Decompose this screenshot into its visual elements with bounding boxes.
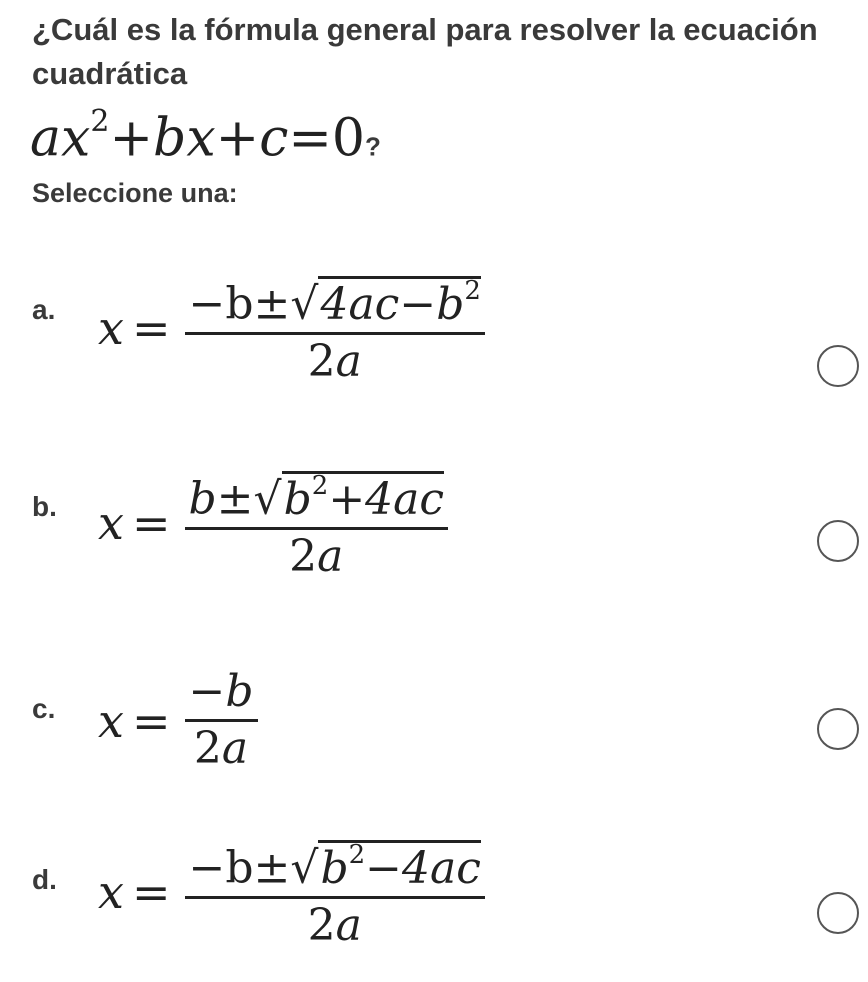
formula: [98, 665, 258, 776]
eq-x2: x: [186, 108, 216, 169]
option-letter: b.: [32, 491, 57, 522]
numerator: $-b\pm√b^2-4ac$: [185, 832, 485, 899]
option-letter: a.: [32, 294, 56, 325]
fraction: [185, 268, 485, 389]
radio-button[interactable]: [817, 708, 859, 750]
fraction: [185, 665, 258, 776]
answer-option-d[interactable]: [0, 832, 868, 982]
eq-equals: =: [288, 108, 332, 169]
eq-x: x: [61, 108, 91, 169]
denominator: 2a: [307, 899, 362, 951]
formula: [98, 463, 448, 584]
numerator: $b\pm√b^2+4ac$: [185, 463, 449, 530]
eq-plus: +: [109, 108, 154, 169]
formula: [98, 832, 485, 953]
eq-exponent: 2: [90, 104, 110, 139]
answer-option-b[interactable]: [0, 463, 868, 613]
formula-lhs: x =: [98, 301, 171, 356]
formula-lhs: x =: [98, 865, 171, 920]
answer-option-c[interactable]: [0, 665, 868, 815]
eq-zero: 0: [331, 108, 366, 169]
question-text: [32, 8, 852, 96]
option-letter: d.: [32, 864, 57, 895]
question-mark: ?: [365, 131, 381, 162]
eq-a: a: [30, 108, 62, 169]
formula: [98, 268, 485, 389]
formula-lhs: x =: [98, 693, 171, 748]
fraction: [185, 832, 485, 953]
answer-option-a[interactable]: [0, 268, 868, 418]
radio-button[interactable]: [817, 520, 859, 562]
formula-lhs: x =: [98, 496, 171, 551]
select-prompt: Seleccione una:: [32, 178, 238, 208]
fraction: [185, 463, 449, 584]
question-label: ¿Cuál es la fórmula general para resolver la ecuación cuadrática: [32, 12, 818, 91]
numerator: −b: [185, 665, 258, 722]
eq-plus2: +: [215, 108, 260, 169]
quadratic-equation: [30, 98, 381, 176]
radio-button[interactable]: [817, 345, 859, 387]
eq-c: c: [259, 108, 289, 169]
denominator: 2a: [193, 723, 249, 774]
radio-button[interactable]: [817, 892, 859, 934]
eq-b: b: [153, 108, 187, 169]
denominator: 2a: [307, 335, 362, 387]
option-letter: c.: [32, 693, 56, 724]
denominator: 2a: [289, 530, 344, 582]
numerator: $-b\pm√4ac-b^2$: [185, 268, 485, 335]
